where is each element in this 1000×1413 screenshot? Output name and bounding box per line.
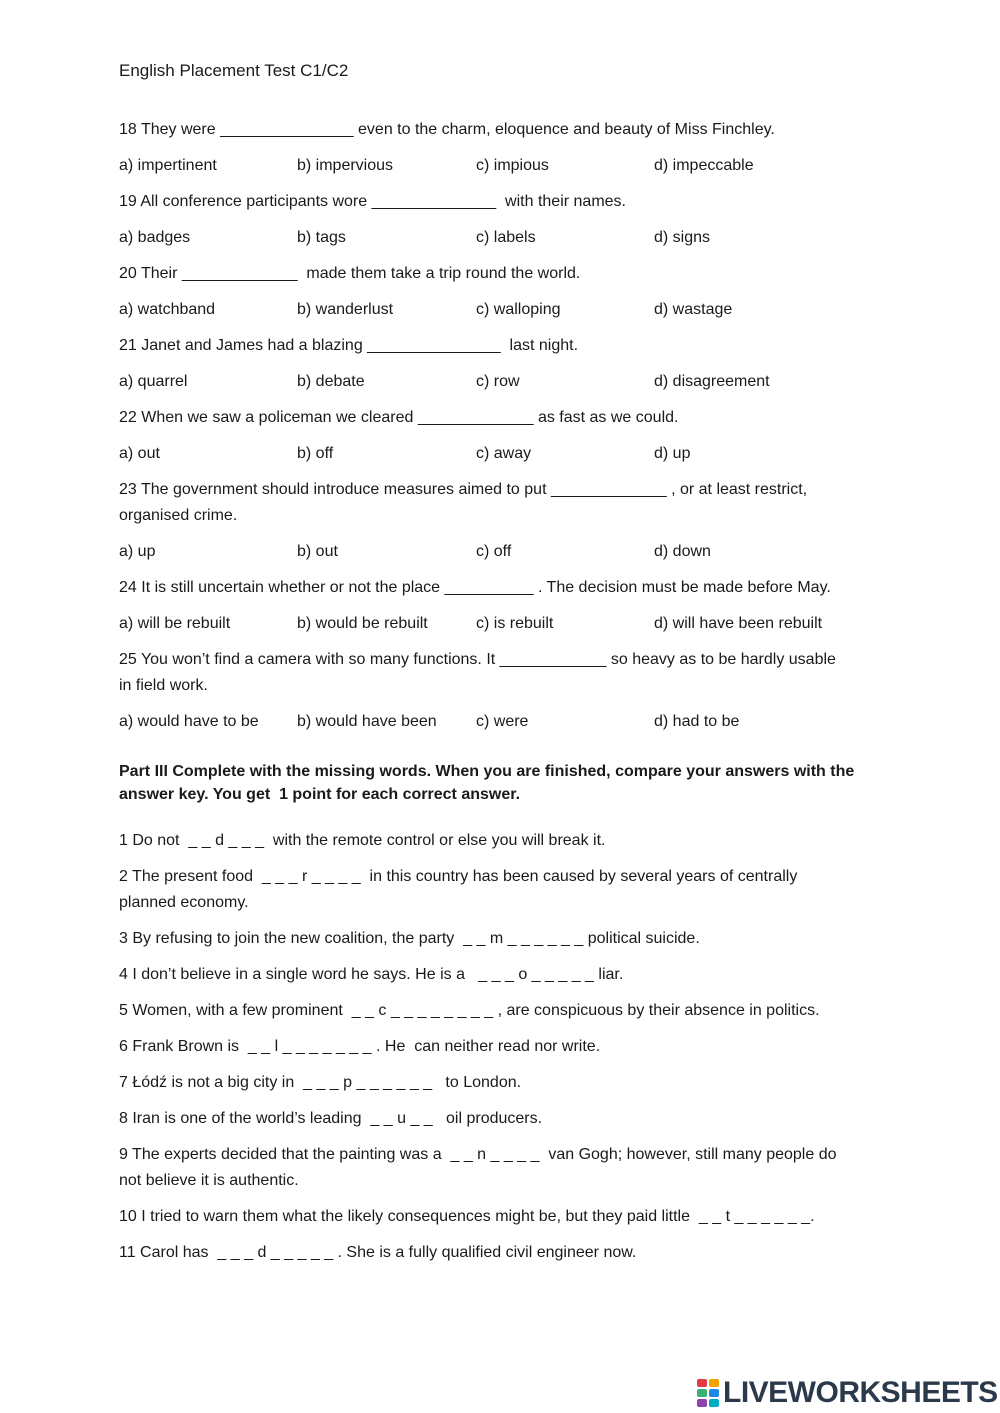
question-22: 22 When we saw a policeman we cleared _____________ as fast as we could. [119, 409, 679, 426]
gap-item-10[interactable]: 10 I tried to warn them what the likely consequences might be, but they paid little _ _ t _ _ _ _ _ _. [119, 1208, 815, 1225]
gap-item-8[interactable]: 8 Iran is one of the world’s leading _ _ u _ _ oil producers. [119, 1110, 543, 1127]
logo-mark-icon [697, 1379, 719, 1407]
question-25-continued: in field work. [119, 677, 208, 694]
gap-item-2[interactable]: 2 The present food _ _ _ r _ _ _ _ in this country has been caused by several years of centrally [119, 868, 798, 885]
logo-text: LIVEWORKSHEETS [723, 1376, 998, 1409]
option-20-b[interactable]: b) wanderlust [297, 301, 394, 318]
gap-item-5[interactable]: 5 Women, with a few prominent _ _ c _ _ _ _ _ _ _ _ , are conspicuous by their absence in politics. [119, 1002, 820, 1019]
option-18-d[interactable]: d) impeccable [654, 157, 754, 174]
liveworksheets-logo [697, 1376, 998, 1410]
gap-item-9[interactable]: 9 The experts decided that the painting was a _ _ n _ _ _ _ van Gogh; however, still many people do [119, 1146, 837, 1163]
option-23-b[interactable]: b) out [297, 543, 338, 560]
question-24: 24 It is still uncertain whether or not the place __________ . The decision must be made before May. [119, 579, 831, 596]
question-23-continued: organised crime. [119, 507, 238, 524]
option-23-c[interactable]: c) off [476, 543, 512, 560]
gap-item-2-continued: planned economy. [119, 894, 249, 911]
option-18-a[interactable]: a) impertinent [119, 157, 217, 174]
page-title: English Placement Test C1/C2 [119, 61, 349, 80]
part3-instructions-continued: answer key. You get 1 point for each correct answer. [119, 786, 521, 803]
option-18-b[interactable]: b) impervious [297, 157, 394, 174]
option-21-d[interactable]: d) disagreement [654, 373, 770, 390]
option-22-a[interactable]: a) out [119, 445, 160, 462]
option-18-c[interactable]: c) impious [476, 157, 549, 174]
option-21-b[interactable]: b) debate [297, 373, 365, 390]
option-20-a[interactable]: a) watchband [119, 301, 216, 318]
option-23-a[interactable]: a) up [119, 543, 156, 560]
gap-item-4[interactable]: 4 I don’t believe in a single word he says. He is a _ _ _ o _ _ _ _ _ liar. [119, 966, 624, 983]
option-24-d[interactable]: d) will have been rebuilt [654, 615, 823, 632]
gap-item-6[interactable]: 6 Frank Brown is _ _ l _ _ _ _ _ _ _ . He can neither read nor write. [119, 1038, 601, 1055]
question-20: 20 Their _____________ made them take a trip round the world. [119, 265, 581, 282]
question-25: 25 You won’t find a camera with so many functions. It ____________ so heavy as to be hardly usable [119, 651, 836, 668]
option-21-a[interactable]: a) quarrel [119, 373, 188, 390]
option-22-b[interactable]: b) off [297, 445, 334, 462]
option-23-d[interactable]: d) down [654, 543, 711, 560]
part3-instructions: Part III Complete with the missing words. When you are finished, compare your answers with the [119, 763, 855, 780]
option-20-d[interactable]: d) wastage [654, 301, 733, 318]
question-19: 19 All conference participants wore ______________ with their names. [119, 193, 626, 210]
gap-item-11[interactable]: 11 Carol has _ _ _ d _ _ _ _ _ . She is a fully qualified civil engineer now. [119, 1244, 637, 1261]
option-24-a[interactable]: a) will be rebuilt [119, 615, 231, 632]
option-25-d[interactable]: d) had to be [654, 713, 740, 730]
option-22-d[interactable]: d) up [654, 445, 691, 462]
question-23: 23 The government should introduce measures aimed to put _____________ , or at least restrict, [119, 481, 808, 498]
option-21-c[interactable]: c) row [476, 373, 520, 390]
option-19-a[interactable]: a) badges [119, 229, 191, 246]
option-24-b[interactable]: b) would be rebuilt [297, 615, 428, 632]
gap-item-1[interactable]: 1 Do not _ _ d _ _ _ with the remote control or else you will break it. [119, 832, 606, 849]
question-18: 18 They were _______________ even to the charm, eloquence and beauty of Miss Finchley. [119, 121, 775, 138]
gap-item-7[interactable]: 7 Łódź is not a big city in _ _ _ p _ _ _ _ _ _ to London. [119, 1074, 522, 1091]
option-20-c[interactable]: c) walloping [476, 301, 561, 318]
option-19-c[interactable]: c) labels [476, 229, 536, 246]
option-25-a[interactable]: a) would have to be [119, 713, 259, 730]
option-25-c[interactable]: c) were [476, 713, 529, 730]
question-21: 21 Janet and James had a blazing _______________ last night. [119, 337, 579, 354]
option-24-c[interactable]: c) is rebuilt [476, 615, 554, 632]
option-22-c[interactable]: c) away [476, 445, 532, 462]
option-19-d[interactable]: d) signs [654, 229, 711, 246]
option-19-b[interactable]: b) tags [297, 229, 346, 246]
gap-item-3[interactable]: 3 By refusing to join the new coalition, the party _ _ m _ _ _ _ _ _ political suicide. [119, 930, 700, 947]
gap-item-9-continued: not believe it is authentic. [119, 1172, 299, 1189]
option-25-b[interactable]: b) would have been [297, 713, 437, 730]
